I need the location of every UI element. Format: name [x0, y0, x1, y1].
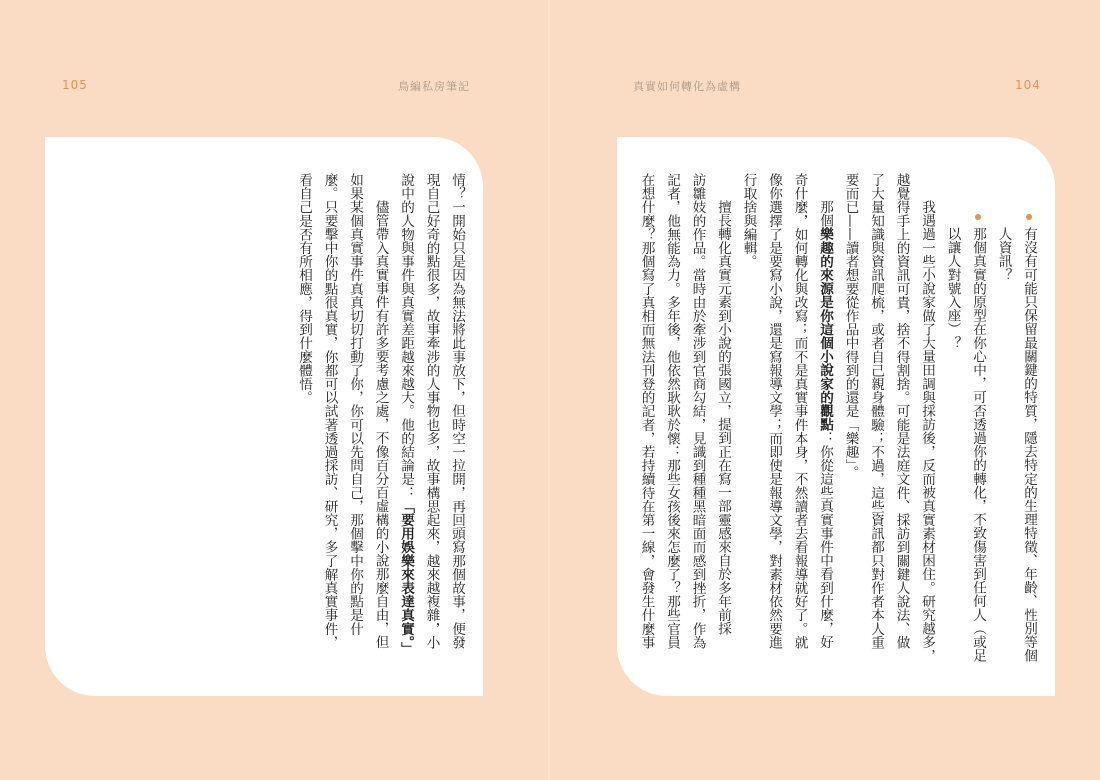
text-run: 那個真實的原型在你心中，可否透過你的轉化，不致傷害到任何人（或足 [970, 227, 986, 663]
bullet-icon [1026, 214, 1032, 220]
text-run: 訪雛妓的作品。當時由於牽涉到官商勾結，見識到種種黑暗面而感到挫折，作為 [689, 173, 706, 649]
text-run: 看自己是否有所相應，得到什麼體悟。 [296, 173, 312, 405]
right-running-title: 真實如何轉化為虛構 [633, 80, 741, 93]
right-page-text-panel [617, 137, 1055, 696]
text-run: 麼。只要擊中你的點很真實，你都可以試著透過採訪、研究，多了解真實事件， [321, 173, 338, 649]
text-column [990, 173, 1016, 663]
text-column [684, 173, 710, 663]
book-gutter [548, 0, 550, 780]
left-page-number: 105 [62, 78, 88, 92]
text-run: 人資訊？ [995, 227, 1012, 282]
text-run: 情？一開始只是因為無法將此事放下，但時空一拉開，再回頭寫那個故事，便發 [449, 173, 465, 649]
text-column [659, 173, 685, 663]
text-run: 了大量知識與資訊爬梳，或者自己親身體驗；不過，這些資訊都只對作者本人重 [868, 173, 884, 649]
text-run: 像你選擇了是要寫小說，還是寫報導文學；而即使是報導文學，對素材依然要進 [766, 173, 782, 649]
text-run: 那個 [817, 200, 833, 228]
text-column [965, 173, 991, 663]
text-column [735, 173, 761, 663]
text-column [418, 173, 444, 656]
text-column [316, 173, 342, 656]
text-column [444, 173, 470, 656]
text-column [710, 173, 736, 663]
text-run: 行取捨與編輯。 [740, 173, 757, 269]
right-page-number: 104 [1015, 78, 1041, 92]
text-column [633, 173, 659, 663]
text-run: ：你從這些真實事件中看到什麼，好 [817, 431, 833, 649]
text-run: 我遇過一些小說家做了大量田調與採訪後，反而被真實素材困住。研究越多， [919, 200, 935, 663]
text-run: 說中的人物與事件與真實差距越來越大。他的結論是： [398, 173, 414, 500]
text-column [393, 173, 419, 656]
right-page-columns [633, 173, 1041, 663]
text-column [888, 173, 914, 663]
text-run: 以讓人對號入座）？ [944, 227, 961, 350]
text-run: 在想什麼？那個寫了真相而無法刊登的記者，若持續待在第一線，會發生什麼事 [638, 173, 655, 649]
bullet-icon [975, 214, 981, 220]
text-run: 有沒有可能只保留最關鍵的特質，隱去特定的生理特徵、年齡、性別等個 [1021, 227, 1037, 663]
text-column [939, 173, 965, 663]
text-run: 如果某個真實事件真真切切打動了你，你可以先問自己，那個擊中你的點是什 [347, 173, 363, 636]
text-column [342, 173, 368, 656]
text-column [291, 173, 317, 656]
left-page-columns [291, 173, 470, 656]
text-column [367, 173, 393, 656]
text-column [1016, 173, 1042, 663]
text-run: 越覺得手上的資訊可貴，捨不得割捨。可能是法庭文件、採訪到關鍵人說法、做 [893, 173, 910, 649]
left-page-text-panel [45, 137, 483, 696]
text-column [812, 173, 838, 663]
text-run: 記者，他無能為力。多年後，他依然耿耿於懷：那些女孩後來怎麼了？那些官員 [664, 173, 680, 649]
text-run: 擅長轉化真實元素到小說的張國立，提到正在寫一部靈感來自於多年前採 [715, 200, 731, 636]
text-column [863, 173, 889, 663]
text-column [761, 173, 787, 663]
text-run: 儘管帶入真實事件有許多要考慮之處，不像百分百虛構的小說那麼自由，但 [372, 200, 389, 649]
text-run: 現自己好奇的點很多，故事牽涉的人事物也多，故事構思起來，越來越複雜，小 [423, 173, 440, 649]
left-running-title: 鳥編私房筆記 [398, 80, 470, 93]
text-run: 奇什麼，如何轉化與改寫；而不是真實事件本身，不然讀者去看報導就好了。就 [791, 173, 808, 649]
bold-text: 樂趣的來源是你這個小說家的觀點 [817, 227, 833, 432]
bold-text: 「要用娛樂來表達真實。」 [398, 499, 414, 656]
text-column [914, 173, 940, 663]
text-column [837, 173, 863, 663]
text-column [786, 173, 812, 663]
text-run: 要而已——讀者想要從作品中得到的還是「樂趣」。 [842, 173, 859, 479]
